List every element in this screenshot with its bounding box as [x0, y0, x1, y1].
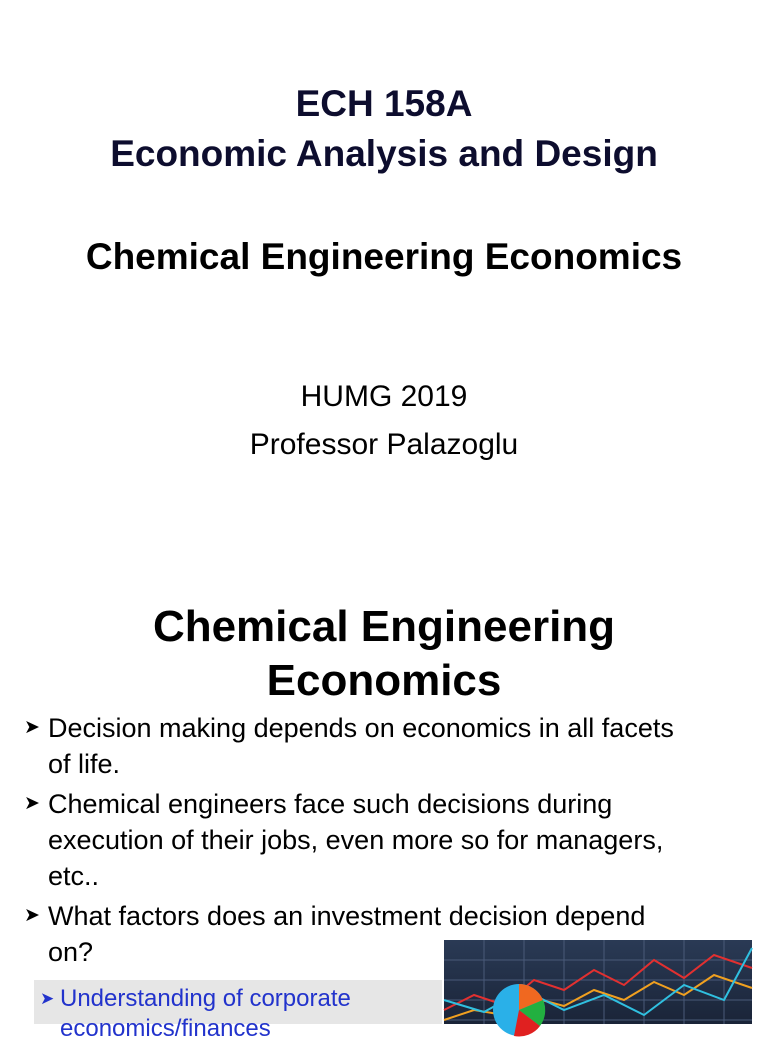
arrow-bullet-icon: ➤ [24, 905, 40, 926]
instructor: Professor Palazoglu [249, 428, 519, 461]
topic-title: Chemical Engineering Economics [85, 236, 683, 277]
sub-bullet-text: Understanding of corporate [60, 985, 351, 1012]
slide-title-line1: Chemical Engineering [152, 602, 616, 651]
bullet-text: etc.. [48, 861, 100, 891]
financial-chart-image [444, 940, 752, 1024]
term: HUMG 2019 [300, 380, 468, 413]
chart-illustration-icon [444, 940, 752, 1024]
course-code: ECH 158A [295, 83, 473, 124]
sub-bullet-text-cont: economics/finances [60, 1015, 271, 1042]
bullet-text: Chemical engineers face such decisions during [48, 789, 613, 819]
arrow-bullet-icon: ➤ [24, 717, 40, 738]
bullet-list [24, 710, 754, 974]
bullet-item [24, 710, 754, 782]
bullet-text: Decision making depends on economics in all facets [48, 713, 674, 743]
bullet-text: of life. [48, 749, 121, 779]
bullet-text: What factors does an investment decision depend [48, 901, 646, 931]
slide-title [0, 600, 768, 708]
bullet-text: execution of their jobs, even more so for managers, [48, 825, 664, 855]
bullet-item [24, 786, 754, 894]
sub-bullet [34, 980, 442, 1042]
arrow-bullet-icon: ➤ [24, 793, 40, 814]
course-name: Economic Analysis and Design [110, 133, 658, 174]
arrow-bullet-icon: ➤ [40, 989, 55, 1008]
bullet-text: on? [48, 937, 94, 967]
slide-title-line2: Economics [266, 656, 502, 705]
